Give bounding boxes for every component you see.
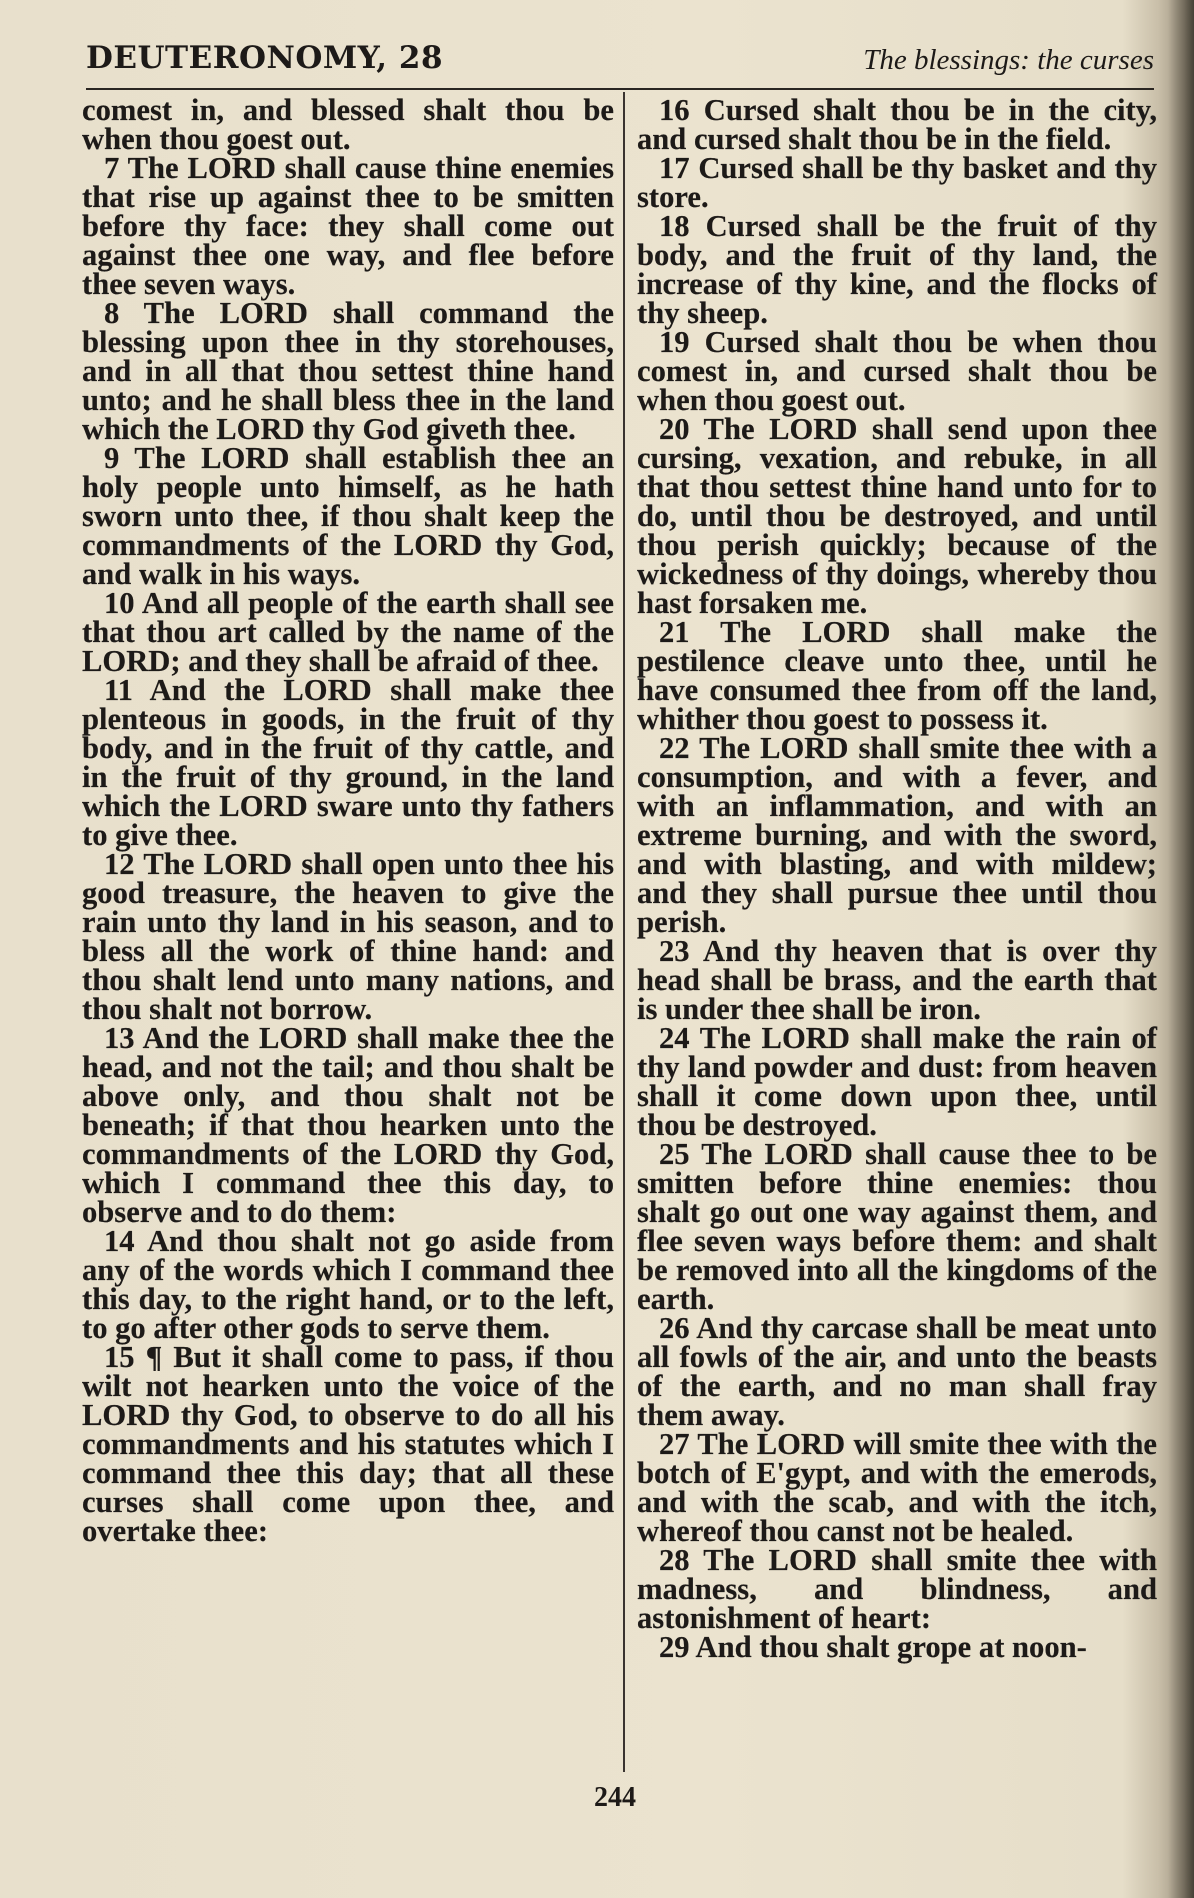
column-divider: [623, 92, 625, 1772]
verse-paragraph: 26 And thy carcase shall be meat unto all fowls of the air, and unto the beasts of the earth, and no man shall fray them away.: [637, 1311, 1157, 1432]
verse-paragraph: 10 And all people of the earth shall see that thou art called by the name of the LORD; and they shall be afraid of thee.: [82, 586, 614, 678]
verse-paragraph: 14 And thou shalt not go aside from any of the words which I command thee this day, to the right hand, or to the left, to go after other gods to serve them.: [82, 1224, 614, 1345]
page-header: [86, 40, 1154, 90]
left-column: [82, 93, 614, 1548]
verse-paragraph: 16 Cursed shalt thou be in the city, and cursed shalt thou be in the field.: [637, 93, 1157, 156]
header-rule: [86, 88, 1154, 90]
verse-paragraph: comest in, and blessed shalt thou be when thou goest out.: [82, 93, 614, 156]
right-column: [637, 93, 1157, 1664]
verse-paragraph: 21 The LORD shall make the pestilence cleave unto thee, until he have consumed thee from off the land, whither thou goest to possess it.: [637, 615, 1157, 736]
page-edge-shadow: [1168, 0, 1194, 1898]
verse-paragraph: 29 And thou shalt grope at noon-: [659, 1630, 1087, 1664]
verse-paragraph: 11 And the LORD shall make thee plenteous in goods, in the fruit of thy body, and in the fruit of thy cattle, and in the fruit of thy ground, in the land which the LORD sware unto thy fathers to give thee.: [82, 673, 614, 852]
verse-paragraph: 27 The LORD will smite thee with the botch of E'gypt, and with the emerods, and with the scab, and with the itch, whereof thou canst not be healed.: [637, 1427, 1157, 1548]
verse-paragraph: 22 The LORD shall smite thee with a consumption, and with a fever, and with an inflammation, and with an extreme burning, and with the sword, and with blasting, and with mildew; and they shall pursue thee until thou perish.: [637, 731, 1157, 939]
verse-paragraph: 7 The LORD shall cause thine enemies that rise up against thee to be smitten before thy face: they shall come out against thee one way, and flee before thee seven ways.: [82, 151, 614, 301]
verse-paragraph: 18 Cursed shall be the fruit of thy body, and the fruit of thy land, the increase of thy kine, and the flocks of thy sheep.: [637, 209, 1157, 330]
verse-paragraph: 8 The LORD shall command the blessing upon thee in thy storehouses, and in all that thou settest thine hand unto; and he shall bless thee in the land which the LORD thy God giveth thee.: [82, 296, 614, 446]
verse-paragraph: 20 The LORD shall send upon thee cursing, vexation, and rebuke, in all that thou settest thine hand unto for to do, until thou be destroyed, and until thou perish quickly; because of the wickedness of thy doings, whereby thou hast forsaken me.: [637, 412, 1157, 620]
verse-paragraph: 15 ¶ But it shall come to pass, if thou wilt not hearken unto the voice of the LORD thy God, to observe to do all his commandments and his statutes which I command thee this day; that all these curses shall come upon thee, and overtake thee:: [82, 1340, 614, 1548]
verse-paragraph: 17 Cursed shall be thy basket and thy store.: [637, 151, 1157, 214]
verse-paragraph: 9 The LORD shall establish thee an holy people unto himself, as he hath sworn unto thee, if thou shalt keep the commandments of the LORD thy God, and walk in his ways.: [82, 441, 614, 591]
verse-paragraph: 25 The LORD shall cause thee to be smitten before thine enemies: thou shalt go out one way against them, and flee seven ways before them: and shalt be removed into all the kingdoms of the earth.: [637, 1137, 1157, 1316]
verse-paragraph: 23 And thy heaven that is over thy head shall be brass, and the earth that is under thee shall be iron.: [637, 934, 1157, 1026]
running-head: DEUTERONOMY, 28: [86, 40, 444, 76]
verse-paragraph: 13 And the LORD shall make thee the head, and not the tail; and thou shalt be above only, and thou shalt not be beneath; if that thou hearken unto the commandments of the LORD thy God, which I command thee this day, to observe and to do them:: [82, 1021, 614, 1229]
page-number: 244: [594, 1782, 636, 1813]
verse-paragraph: 24 The LORD shall make the rain of thy land powder and dust: from heaven shall it come down upon thee, until thou be destroyed.: [637, 1021, 1157, 1142]
verse-paragraph: 12 The LORD shall open unto thee his good treasure, the heaven to give the rain unto thy land in his season, and to bless all the work of thine hand: and thou shalt lend unto many nations, and thou shalt not borrow.: [82, 847, 614, 1026]
verse-paragraph: 28 The LORD shall smite thee with madness, and blindness, and astonishment of heart:: [637, 1543, 1157, 1635]
running-topic: The blessings: the curses: [863, 44, 1154, 76]
verse-paragraph: 19 Cursed shalt thou be when thou comest in, and cursed shalt thou be when thou goest out.: [637, 325, 1157, 417]
